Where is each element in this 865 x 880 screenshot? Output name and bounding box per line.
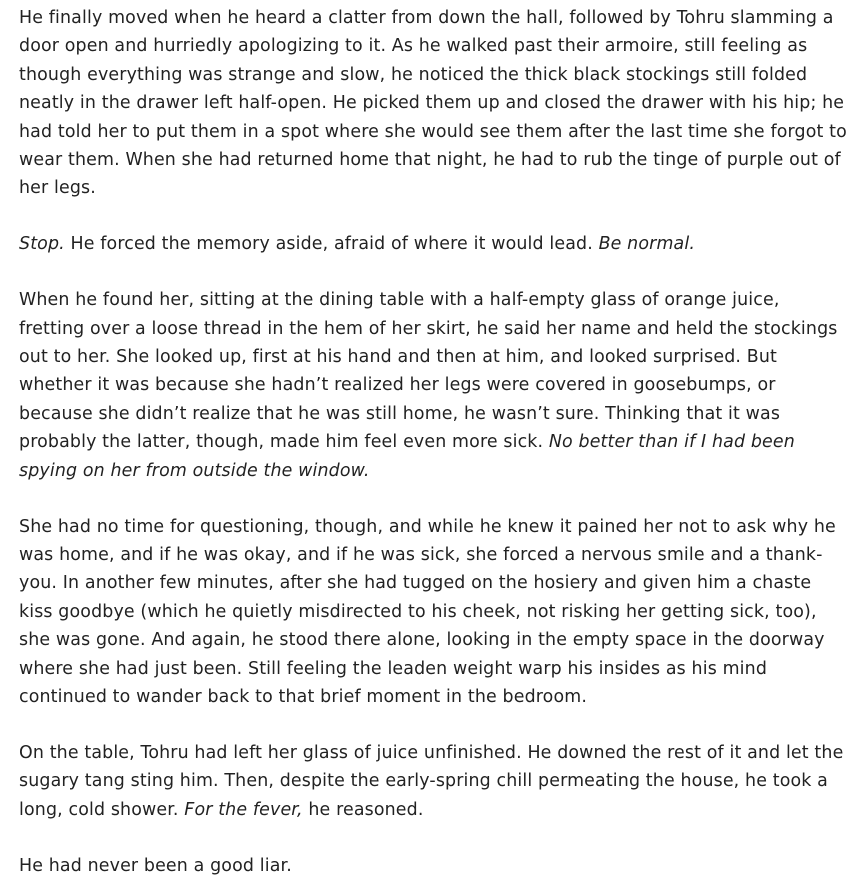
story-text <box>19 4 849 880</box>
paragraph-5 <box>19 739 849 824</box>
paragraph-3-text: When he found her, sitting at the dining table with a half-empty glass of orange juice, fretting over a loose thread in the hem of her skirt, he said her name and held the stockings out to her. She looked up, first at his hand and then at him, and looked surprised. But whether it was because she hadn’t realized her legs were covered in goosebumps, or because she didn’t realize that he was still home, he wasn’t sure. Thinking that it was probably the latter, though, made him feel even more sick. <box>19 290 838 453</box>
paragraph-2-text: He forced the memory aside, afraid of where it would lead. <box>64 234 599 255</box>
paragraph-5-text-after: he reasoned. <box>302 799 424 820</box>
paragraph-5-italic: For the fever, <box>184 799 303 820</box>
paragraph-5-text: On the table, Tohru had left her glass of juice unfinished. He downed the rest of it and let the sugary tang sting him. Then, despite the early-spring chill permeating the house, he took a long, cold shower. <box>19 742 844 820</box>
paragraph-6 <box>19 852 849 880</box>
paragraph-2 <box>19 230 849 258</box>
paragraph-3 <box>19 286 849 485</box>
paragraph-2-italic-end: Be normal. <box>598 234 696 255</box>
paragraph-3-italic-end: No better than if I had been spying on her from outside the window. <box>19 432 795 481</box>
paragraph-6-text: He had never been a good liar. <box>19 855 292 876</box>
paragraph-4 <box>19 513 849 712</box>
paragraph-1-text: He finally moved when he heard a clatter from down the hall, followed by Tohru slamming a door open and hurriedly apologizing to it. As he walked past their armoire, still feeling as though everything was strange and slow, he noticed the thick black stockings still folded neatly in the drawer left half-open. He picked them up and closed the drawer with his hip; he had told her to put them in a spot where she would see them after the last time she forgot to wear them. When she had returned home that night, he had to rub the tinge of purple out of her legs. <box>19 8 847 199</box>
paragraph-1 <box>19 4 849 203</box>
paragraph-2-italic-start: Stop. <box>19 234 65 255</box>
paragraph-4-text: She had no time for questioning, though, and while he knew it pained her not to ask why he was home, and if he was okay, and if he was sick, she forced a nervous smile and a thank-you. In another few minutes, after she had tugged on the hosiery and given him a chaste kiss goodbye (which he quietly misdirected to his cheek, not risking her getting sick, too), she was gone. And again, he stood there alone, looking in the empty space in the doorway where she had just been. Still feeling the leaden weight warp his insides as his mind continued to wander back to that brief moment in the bedroom. <box>19 516 836 708</box>
